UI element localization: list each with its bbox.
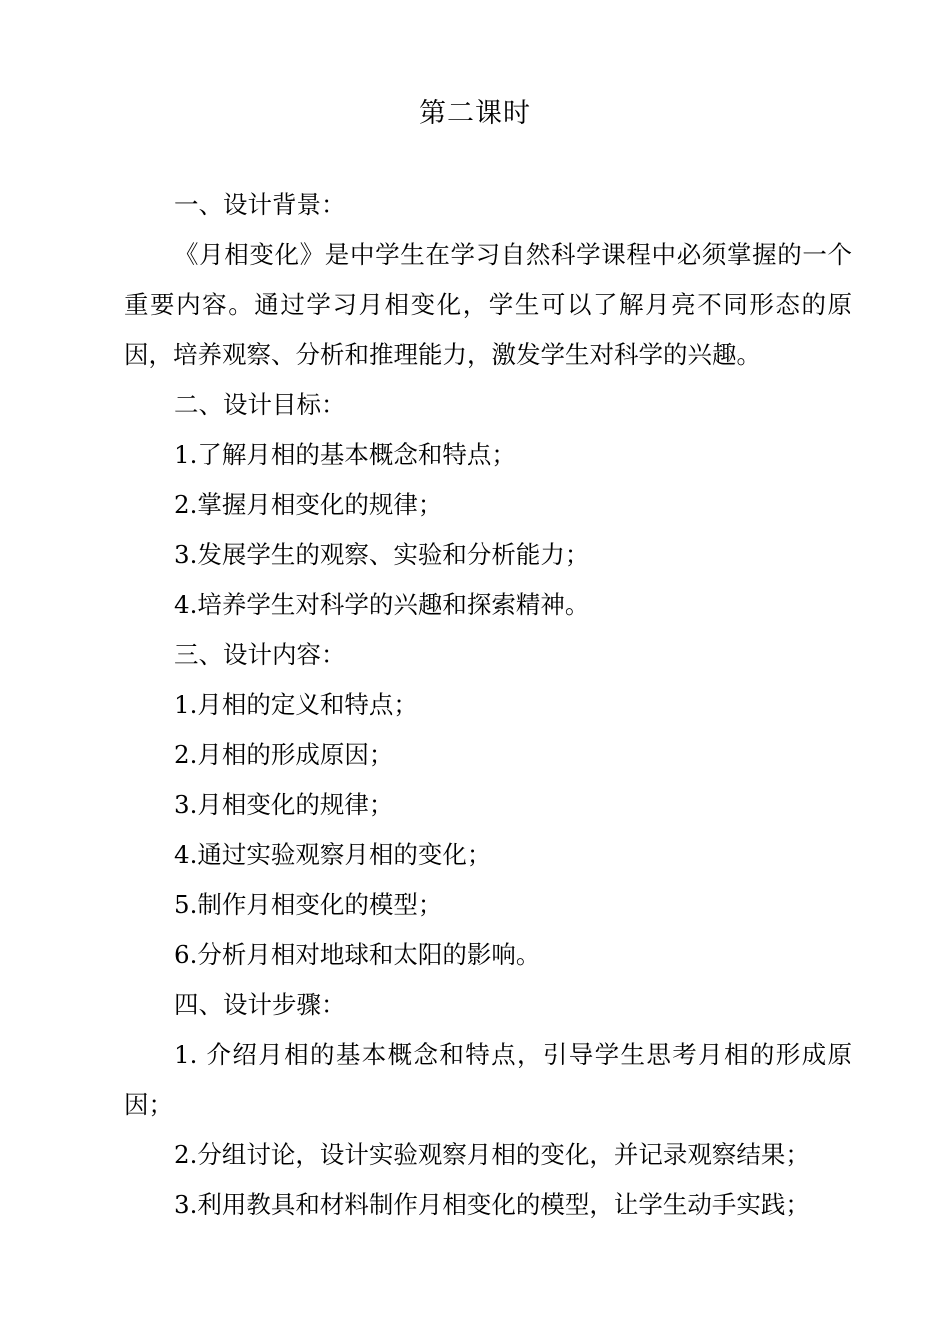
section-heading-content: 三、设计内容： <box>174 640 346 669</box>
document-body <box>124 180 852 1230</box>
content-item-5: 5.制作月相变化的模型； <box>174 890 443 919</box>
goal-item-2: 2.掌握月相变化的规律； <box>174 490 443 519</box>
content-item-4: 4.通过实验观察月相的变化； <box>174 840 492 869</box>
content-item-6: 6.分析月相对地球和太阳的影响。 <box>174 940 541 969</box>
background-paragraph: 《月相变化》是中学生在学习自然科学课程中必须掌握的一个重要内容。通过学习月相变化，学生可以了解月亮不同形态的原因，培养观察、分析和推理能力，激发学生对科学的兴趣。 <box>124 240 852 369</box>
goal-item-3: 3.发展学生的观察、实验和分析能力； <box>174 540 590 569</box>
goal-item-1: 1.了解月相的基本概念和特点； <box>174 440 516 469</box>
content-item-3: 3.月相变化的规律； <box>174 790 394 819</box>
step-item-1: 1. 介绍月相的基本概念和特点，引导学生思考月相的形成原因； <box>124 1040 852 1119</box>
step-item-2: 2.分组讨论，设计实验观察月相的变化，并记录观察结果； <box>174 1140 810 1169</box>
section-heading-steps: 四、设计步骤： <box>174 990 346 1019</box>
step-item-3: 3.利用教具和材料制作月相变化的模型，让学生动手实践； <box>174 1190 810 1219</box>
content-item-1: 1.月相的定义和特点； <box>174 690 418 719</box>
section-heading-goals: 二、设计目标： <box>174 390 346 419</box>
goal-item-4: 4.培养学生对科学的兴趣和探索精神。 <box>174 590 590 619</box>
section-heading-background: 一、设计背景： <box>174 190 346 219</box>
content-item-2: 2.月相的形成原因； <box>174 740 394 769</box>
page-title: 第二课时 <box>419 98 531 129</box>
